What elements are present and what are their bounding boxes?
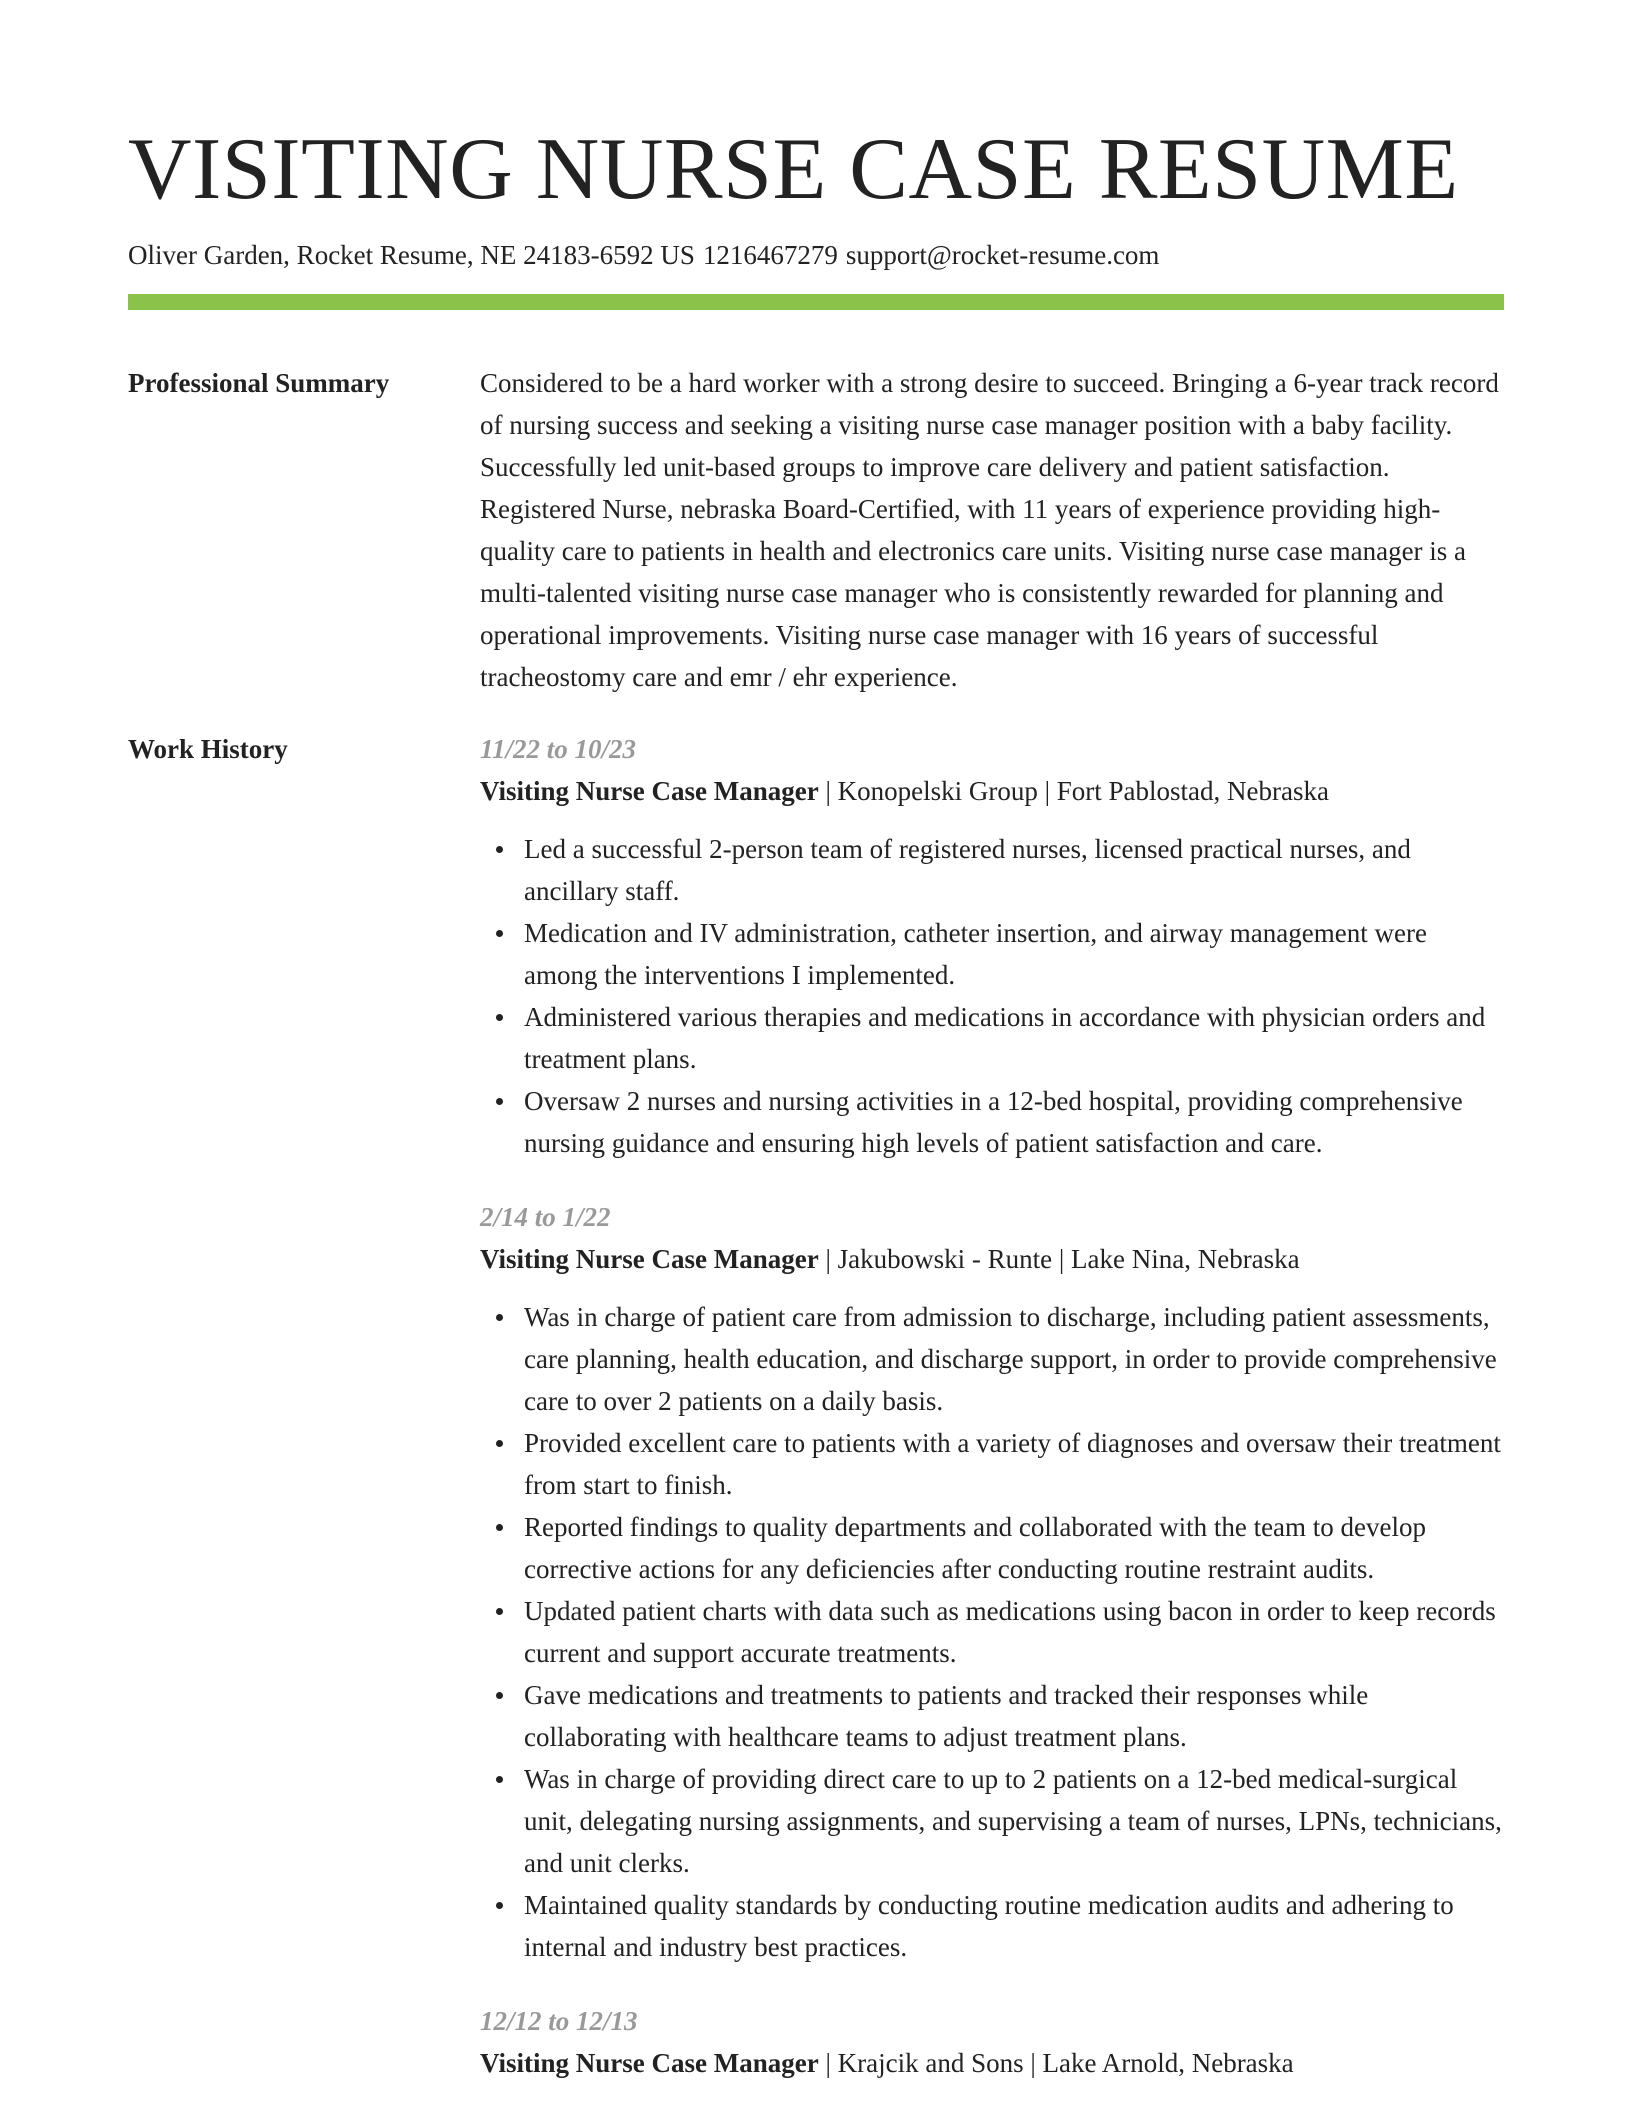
- job-title: Visiting Nurse Case Manager: [480, 1244, 819, 1274]
- resume-title: VISITING NURSE CASE RESUME: [128, 121, 1459, 218]
- job-duty-item: Maintained quality standards by conducting routine medication audits and adhering to internal and industry best practices.: [524, 1884, 1504, 1968]
- jobs-list: [480, 728, 1504, 2084]
- job-title: Visiting Nurse Case Manager: [480, 2048, 819, 2078]
- contact-address: Oliver Garden, Rocket Resume, NE 24183-6592 US: [128, 240, 695, 270]
- job-duty-item: Gave medications and treatments to patients and tracked their responses while collaborating with healthcare teams to adjust treatment plans.: [524, 1674, 1504, 1758]
- job-heading: [480, 2042, 1504, 2084]
- job-duty-item: Led a successful 2-person team of registered nurses, licensed practical nurses, and ancillary staff.: [524, 828, 1504, 912]
- job-separator: |: [818, 2048, 838, 2078]
- job-duty-item: Reported findings to quality departments and collaborated with the team to develop corrective actions for any deficiencies after conducting routine restraint audits.: [524, 1506, 1504, 1590]
- job-duty-item: Medication and IV administration, catheter insertion, and airway management were among the interventions I implemented.: [524, 912, 1504, 996]
- job-duties-list: [480, 828, 1504, 1164]
- job-dates: 12/12 to 12/13: [480, 2006, 638, 2036]
- job-duty-item: Updated patient charts with data such as medications using bacon in order to keep records current and support accurate treatments.: [524, 1590, 1504, 1674]
- job-heading: [480, 1238, 1504, 1280]
- job-heading: [480, 770, 1504, 812]
- job-company: Krajcik and Sons: [837, 2048, 1024, 2078]
- job-location: Fort Pablostad, Nebraska: [1056, 776, 1329, 806]
- job-title: Visiting Nurse Case Manager: [480, 776, 819, 806]
- job-dates: 2/14 to 1/22: [480, 1202, 611, 1232]
- job-duty-item: Oversaw 2 nurses and nursing activities in a 12-bed hospital, providing comprehensive nursing guidance and ensuring high levels of patient satisfaction and care.: [524, 1080, 1504, 1164]
- summary-text: Considered to be a hard worker with a strong desire to succeed. Bringing a 6-year track record of nursing success and seeking a visiting nurse case manager position with a baby facility. Successfully led unit-based groups to improve care delivery and patient satisfaction. Registered Nurse, nebraska Board-Certified, with 11 years of experience providing high-quality care to patients in health and electronics care units. Visiting nurse case manager is a multi-talented visiting nurse case manager who is consistently rewarded for planning and operational improvements. Visiting nurse case manager with 16 years of successful tracheostomy care and emr / ehr experience.: [480, 368, 1499, 692]
- summary-section: [128, 362, 1504, 698]
- job-duties-list: [480, 1296, 1504, 1968]
- contact-email: support@rocket-resume.com: [845, 240, 1160, 270]
- job-entry: [480, 2000, 1504, 2084]
- job-duty-item: Was in charge of patient care from admission to discharge, including patient assessments, care planning, health education, and discharge support, in order to provide comprehensive care to over 2 patients on a daily basis.: [524, 1296, 1504, 1422]
- job-separator: |: [1052, 1244, 1072, 1274]
- job-dates: 11/22 to 10/23: [480, 734, 637, 764]
- job-location: Lake Arnold, Nebraska: [1042, 2048, 1294, 2078]
- section-label-summary: Professional Summary: [128, 368, 390, 398]
- contact-phone: 1216467279: [702, 240, 838, 270]
- job-company: Konopelski Group: [837, 776, 1038, 806]
- job-separator: |: [818, 776, 838, 806]
- job-separator: |: [1037, 776, 1057, 806]
- job-duty-item: Administered various therapies and medications in accordance with physician orders and treatment plans.: [524, 996, 1504, 1080]
- work-history-section: [128, 728, 1504, 2084]
- accent-divider: [128, 294, 1504, 310]
- resume-page: [128, 120, 1504, 2084]
- contact-line: [128, 238, 1504, 272]
- job-duty-item: Was in charge of providing direct care to up to 2 patients on a 12-bed medical-surgical unit, delegating nursing assignments, and supervising a team of nurses, LPNs, technicians, and unit clerks.: [524, 1758, 1504, 1884]
- job-company: Jakubowski - Runte: [837, 1244, 1053, 1274]
- section-label-work-history: Work History: [128, 734, 288, 764]
- job-duty-item: Provided excellent care to patients with a variety of diagnoses and oversaw their treatment from start to finish.: [524, 1422, 1504, 1506]
- job-separator: |: [1023, 2048, 1043, 2078]
- job-location: Lake Nina, Nebraska: [1071, 1244, 1300, 1274]
- job-separator: |: [818, 1244, 838, 1274]
- job-entry: [480, 728, 1504, 1164]
- job-entry: [480, 1196, 1504, 1968]
